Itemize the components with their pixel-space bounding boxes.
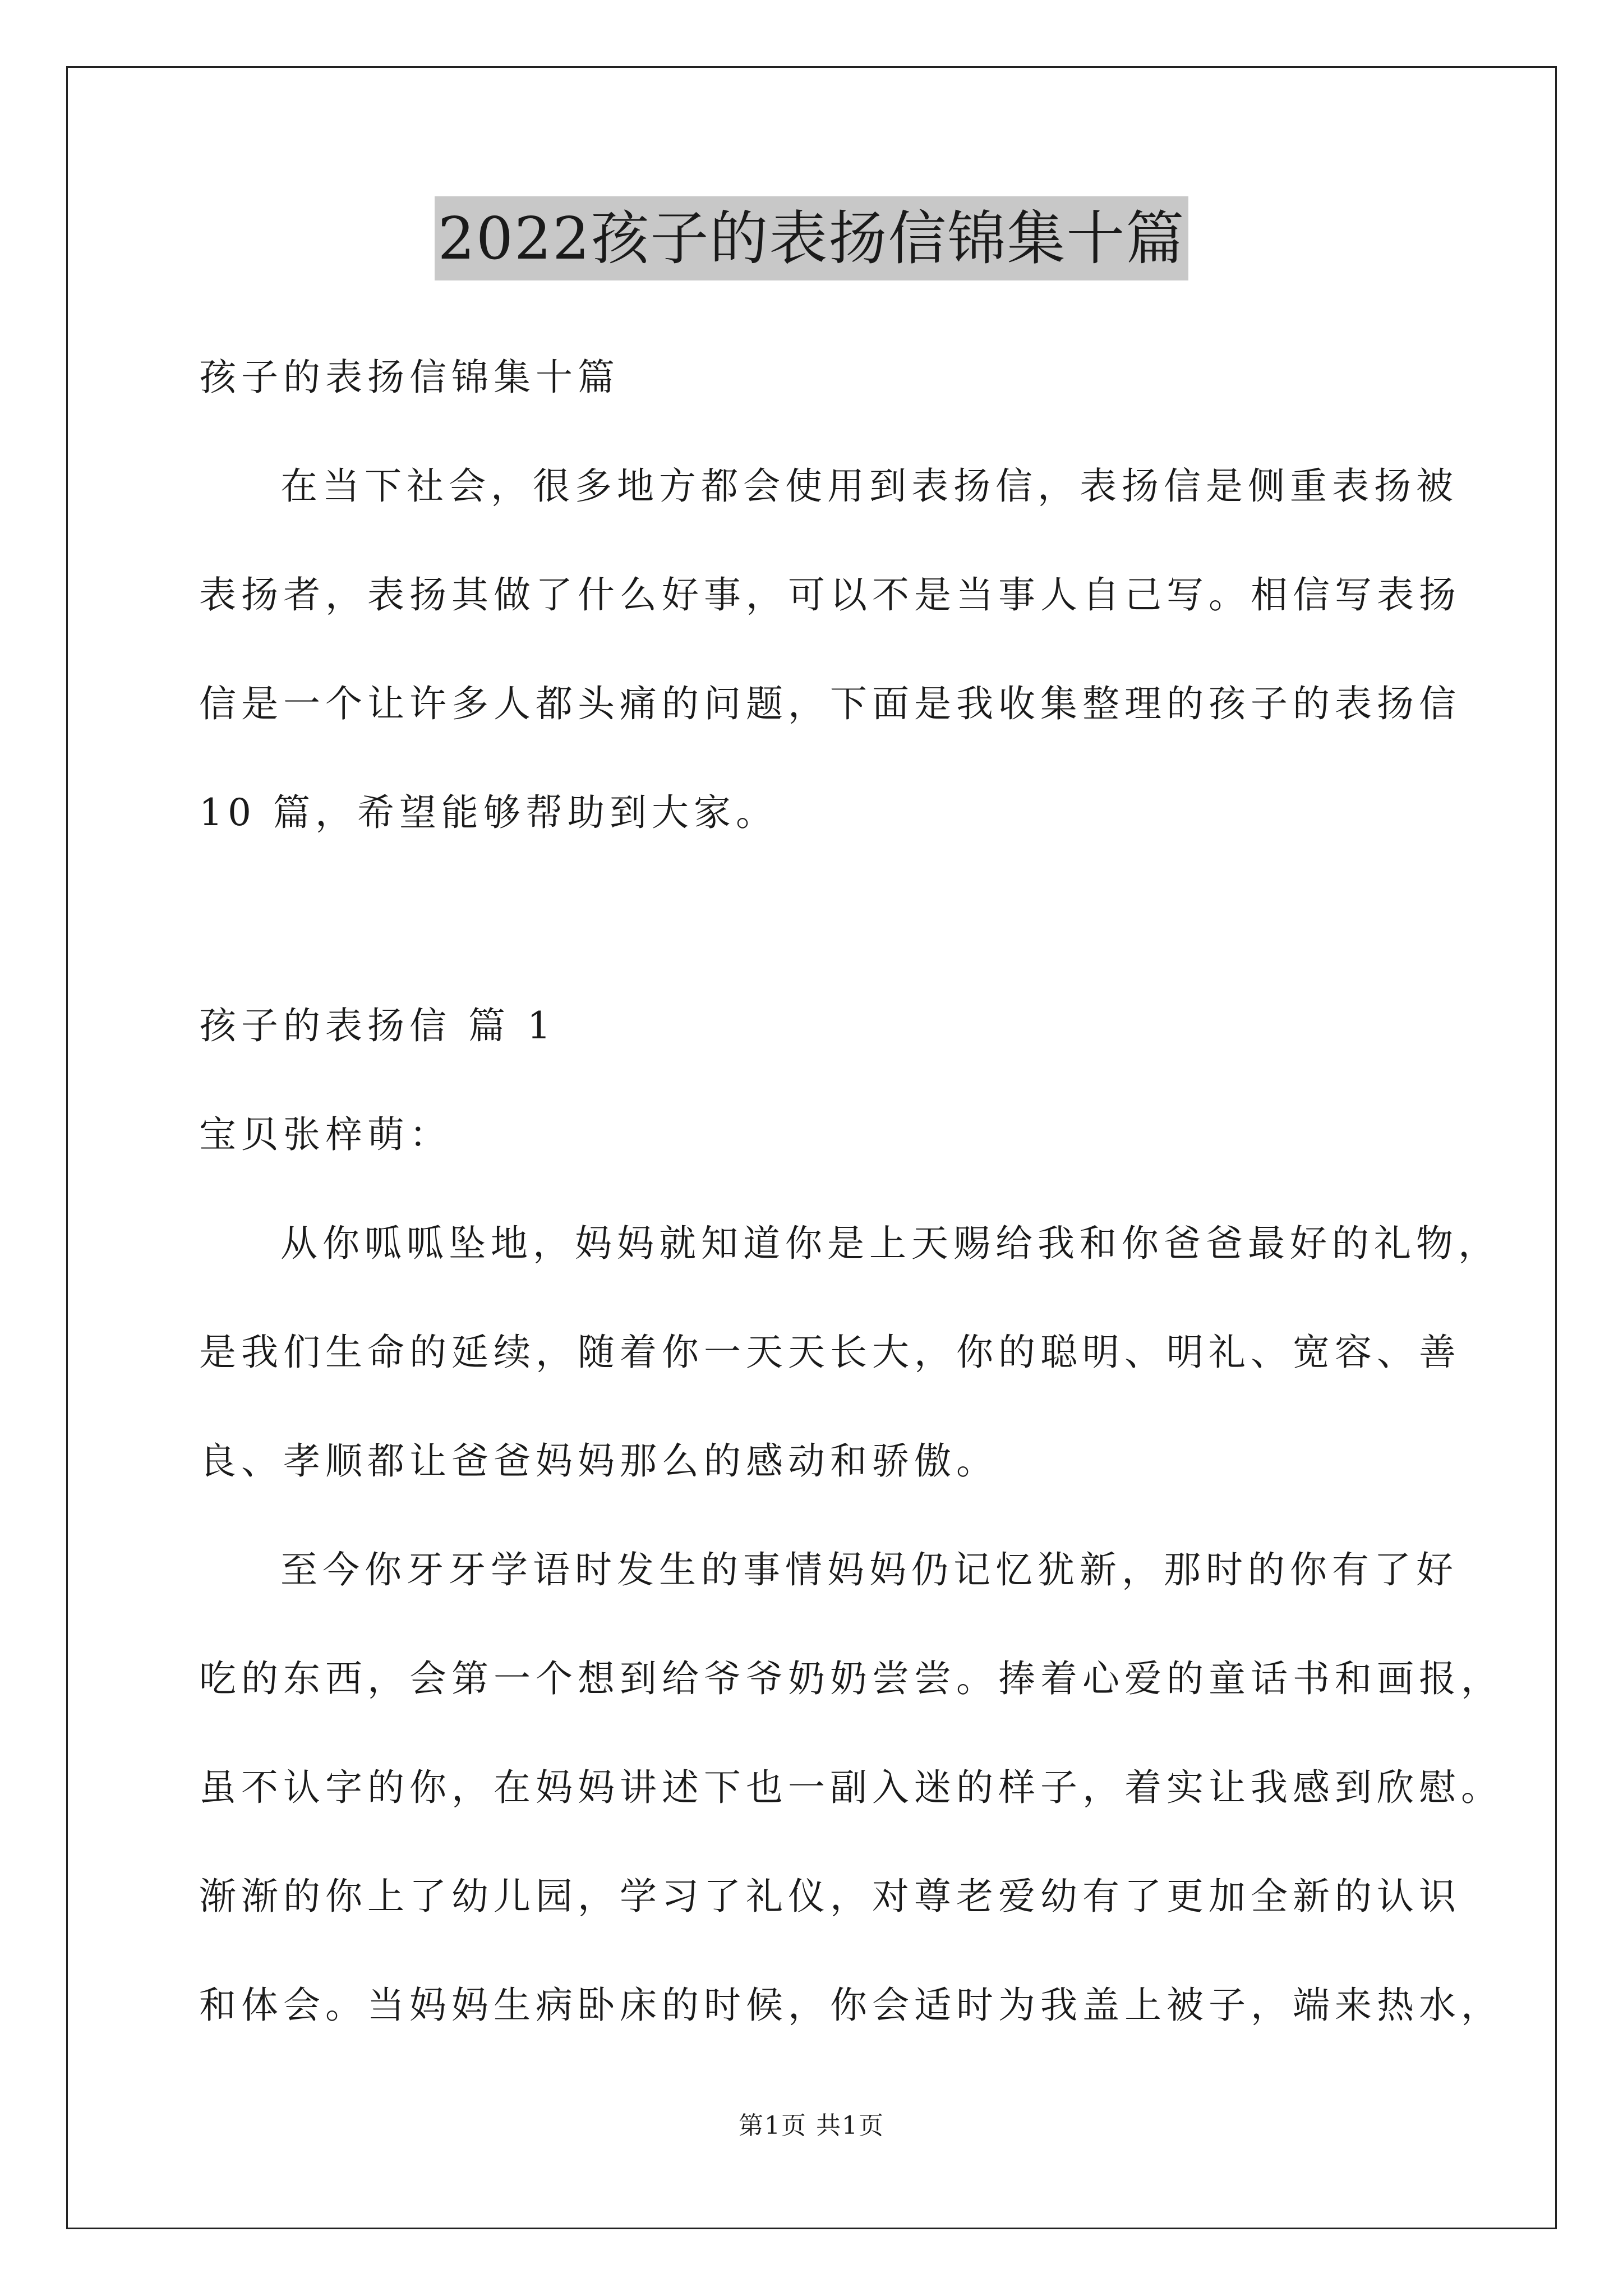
intro-line: 在当下社会，很多地方都会使用到表扬信，表扬信是侧重表扬被 <box>280 464 1458 508</box>
paragraph-line: 良、孝顺都让爸爸妈妈那么的感动和骄傲。 <box>199 1439 998 1483</box>
subtitle: 孩子的表扬信锦集十篇 <box>199 356 620 399</box>
salutation: 宝贝张梓萌： <box>199 1113 451 1156</box>
document-title-wrap <box>0 196 1623 280</box>
paragraph-line: 从你呱呱坠地，妈妈就知道你是上天赐给我和你爸爸最好的礼物， <box>280 1222 1500 1265</box>
paragraph-line: 和体会。当妈妈生病卧床的时候，你会适时为我盖上被子，端来热水， <box>199 1984 1503 2027</box>
paragraph-line: 是我们生命的延续，随着你一天天长大，你的聪明、明礼、宽容、善 <box>199 1331 1461 1374</box>
page-footer: 第1页 共1页 <box>739 2111 884 2140</box>
paragraph-line: 渐渐的你上了幼儿园，学习了礼仪，对尊老爱幼有了更加全新的认识 <box>199 1875 1461 1918</box>
intro-line: 信是一个让许多人都头痛的问题，下面是我收集整理的孩子的表扬信 <box>199 682 1461 725</box>
paragraph-line: 至今你牙牙学语时发生的事情妈妈仍记忆犹新，那时的你有了好 <box>280 1548 1458 1591</box>
intro-line: 10 篇，希望能够帮助到大家。 <box>199 791 778 834</box>
intro-line: 表扬者，表扬其做了什么好事，可以不是当事人自己写。相信写表扬 <box>199 573 1461 616</box>
paragraph-line: 吃的东西，会第一个想到给爷爷奶奶尝尝。捧着心爱的童话书和画报， <box>199 1657 1503 1700</box>
paragraph-line: 虽不认字的你，在妈妈讲述下也一副入迷的样子，着实让我感到欣慰。 <box>199 1766 1503 1809</box>
section-heading: 孩子的表扬信 篇 1 <box>199 1004 556 1047</box>
document-title: 2022孩子的表扬信锦集十篇 <box>435 196 1189 280</box>
